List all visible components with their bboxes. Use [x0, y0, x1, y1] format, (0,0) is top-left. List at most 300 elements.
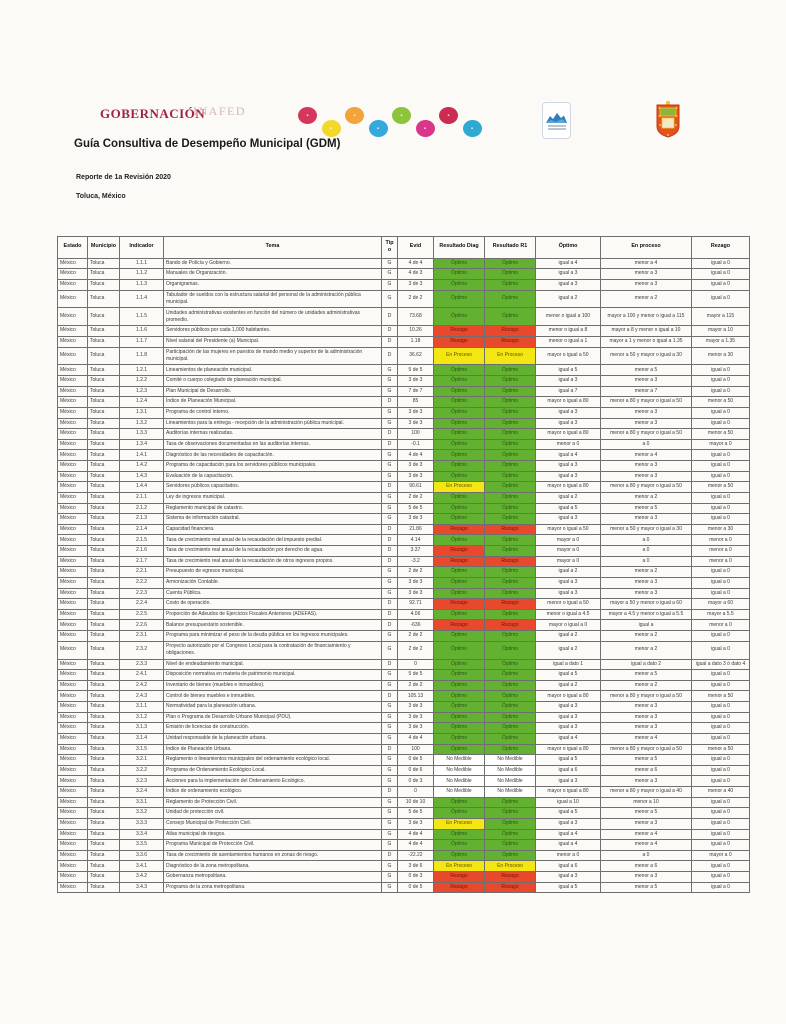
- cell-diag: Óptimo: [434, 269, 485, 280]
- cell-municipio: Toluca: [88, 524, 120, 535]
- cell-evid: 2 de 2: [398, 680, 434, 691]
- cell-tema: Atlas municipal de riesgos.: [164, 829, 382, 840]
- cell-optimo: mayor o igual a 50: [536, 347, 601, 365]
- cell-estado: México: [58, 461, 88, 472]
- cell-r1: Óptimo: [485, 577, 536, 588]
- table-row: [58, 850, 750, 861]
- cell-estado: México: [58, 269, 88, 280]
- table-row: [58, 514, 750, 525]
- cell-municipio: Toluca: [88, 269, 120, 280]
- cell-rezago: igual a 0: [692, 365, 750, 376]
- cell-indicador: 1.2.2: [120, 376, 164, 387]
- cell-tipo: D: [382, 556, 398, 567]
- cell-estado: México: [58, 723, 88, 734]
- cell-indicador: 2.2.6: [120, 620, 164, 631]
- cell-optimo: igual a 3: [536, 723, 601, 734]
- cell-en_proceso: menor a 3: [601, 588, 692, 599]
- cell-evid: 3 de 3: [398, 588, 434, 599]
- cell-municipio: Toluca: [88, 376, 120, 387]
- cell-indicador: 1.4.1: [120, 450, 164, 461]
- cell-municipio: Toluca: [88, 482, 120, 493]
- cell-evid: 3 de 3: [398, 407, 434, 418]
- cell-r1: Óptimo: [485, 492, 536, 503]
- cell-estado: México: [58, 524, 88, 535]
- cell-optimo: igual a 5: [536, 882, 601, 893]
- cell-municipio: Toluca: [88, 279, 120, 290]
- cell-indicador: 2.2.2: [120, 577, 164, 588]
- toluca-crest-logo: [655, 100, 681, 138]
- cell-optimo: igual a 2: [536, 567, 601, 578]
- cell-r1: Óptimo: [485, 659, 536, 670]
- cell-rezago: igual a 0: [692, 818, 750, 829]
- cell-optimo: mayor o igual a 0: [536, 620, 601, 631]
- cell-en_proceso: menor a 2: [601, 641, 692, 659]
- cell-indicador: 2.2.4: [120, 599, 164, 610]
- cell-indicador: 3.2.1: [120, 755, 164, 766]
- cell-estado: México: [58, 514, 88, 525]
- cell-optimo: igual a dato 1: [536, 659, 601, 670]
- cell-r1: Rezago: [485, 336, 536, 347]
- cell-rezago: mayor a 5.5: [692, 609, 750, 620]
- cell-estado: México: [58, 882, 88, 893]
- cell-tipo: G: [382, 577, 398, 588]
- cell-tipo: G: [382, 471, 398, 482]
- cell-rezago: mayor a 115: [692, 308, 750, 326]
- cell-tipo: G: [382, 829, 398, 840]
- agenda-dot-icon: ▪: [439, 107, 458, 124]
- cell-tipo: G: [382, 776, 398, 787]
- cell-en_proceso: menor a 3: [601, 872, 692, 883]
- cell-rezago: igual a 0: [692, 567, 750, 578]
- cell-rezago: igual a 0: [692, 641, 750, 659]
- cell-tema: Tasa de crecimiento real anual de la recaudación de otros ingresos propios.: [164, 556, 382, 567]
- cell-estado: México: [58, 418, 88, 429]
- cell-en_proceso: menor a 2: [601, 680, 692, 691]
- cell-optimo: igual a 3: [536, 577, 601, 588]
- cell-tipo: G: [382, 808, 398, 819]
- cell-tipo: G: [382, 290, 398, 308]
- cell-en_proceso: menor a 3: [601, 471, 692, 482]
- cell-r1: Óptimo: [485, 461, 536, 472]
- cell-tema: Programa Municipal de Protección Civil.: [164, 840, 382, 851]
- cell-municipio: Toluca: [88, 418, 120, 429]
- cell-rezago: menor a 50: [692, 482, 750, 493]
- cell-en_proceso: a 0: [601, 850, 692, 861]
- cell-optimo: igual a 4: [536, 258, 601, 269]
- cell-municipio: Toluca: [88, 641, 120, 659]
- cell-indicador: 3.1.4: [120, 733, 164, 744]
- cell-r1: Óptimo: [485, 269, 536, 280]
- cell-optimo: igual a 3: [536, 376, 601, 387]
- cell-en_proceso: menor a 80 y mayor o igual a 50: [601, 744, 692, 755]
- cell-indicador: 3.1.3: [120, 723, 164, 734]
- cell-estado: México: [58, 482, 88, 493]
- cell-tipo: G: [382, 872, 398, 883]
- cell-tipo: G: [382, 503, 398, 514]
- cell-en_proceso: menor a 80 y mayor o igual a 50: [601, 691, 692, 702]
- cell-indicador: 1.1.1: [120, 258, 164, 269]
- inafed-logo: INAFED: [193, 104, 246, 118]
- cell-diag: Rezago: [434, 599, 485, 610]
- cell-optimo: igual a 5: [536, 365, 601, 376]
- cell-municipio: Toluca: [88, 631, 120, 642]
- table-row: [58, 524, 750, 535]
- cell-tipo: D: [382, 347, 398, 365]
- cell-diag: Óptimo: [434, 641, 485, 659]
- cell-tema: Programa de capacitación para los servidores públicos municipales.: [164, 461, 382, 472]
- edomex-blue-logo: [542, 102, 571, 139]
- cell-r1: Óptimo: [485, 376, 536, 387]
- cell-optimo: menor o igual a 1: [536, 336, 601, 347]
- cell-en_proceso: a 0: [601, 439, 692, 450]
- cell-r1: Óptimo: [485, 546, 536, 557]
- cell-evid: 0 de 5: [398, 755, 434, 766]
- cell-tema: Acciones para la implementación del Ordenamiento Ecológico.: [164, 776, 382, 787]
- cell-estado: México: [58, 429, 88, 440]
- cell-evid: 4 de 4: [398, 733, 434, 744]
- cell-tipo: G: [382, 702, 398, 713]
- cell-estado: México: [58, 641, 88, 659]
- cell-indicador: 3.4.2: [120, 872, 164, 883]
- table-row: [58, 269, 750, 280]
- cell-diag: Óptimo: [434, 567, 485, 578]
- cell-optimo: igual a 3: [536, 818, 601, 829]
- cell-tipo: G: [382, 765, 398, 776]
- cell-tipo: G: [382, 258, 398, 269]
- cell-indicador: 1.3.3: [120, 429, 164, 440]
- cell-en_proceso: menor a 4: [601, 258, 692, 269]
- table-row: [58, 641, 750, 659]
- cell-en_proceso: menor a 80 y mayor o igual a 50: [601, 397, 692, 408]
- table-row: [58, 808, 750, 819]
- cell-rezago: igual a 0: [692, 269, 750, 280]
- table-row: [58, 556, 750, 567]
- column-header-indicador: Indicador: [120, 237, 164, 259]
- cell-rezago: igual a 0: [692, 386, 750, 397]
- table-row: [58, 418, 750, 429]
- cell-tipo: G: [382, 386, 398, 397]
- column-header-rezago: Rezago: [692, 237, 750, 259]
- table-row: [58, 347, 750, 365]
- table-row: [58, 429, 750, 440]
- cell-diag: Óptimo: [434, 397, 485, 408]
- cell-estado: México: [58, 872, 88, 883]
- cell-indicador: 3.1.5: [120, 744, 164, 755]
- cell-rezago: menor a 0: [692, 556, 750, 567]
- cell-indicador: 3.2.2: [120, 765, 164, 776]
- cell-evid: 4 de 3: [398, 269, 434, 280]
- cell-rezago: menor a 30: [692, 524, 750, 535]
- cell-evid: 5 de 5: [398, 503, 434, 514]
- cell-indicador: 2.1.2: [120, 503, 164, 514]
- cell-tipo: D: [382, 535, 398, 546]
- cell-municipio: Toluca: [88, 258, 120, 269]
- cell-r1: Óptimo: [485, 631, 536, 642]
- cell-rezago: igual a 0: [692, 872, 750, 883]
- cell-municipio: Toluca: [88, 882, 120, 893]
- table-row: [58, 386, 750, 397]
- cell-indicador: 2.1.4: [120, 524, 164, 535]
- cell-tema: Ley de ingresos municipal.: [164, 492, 382, 503]
- cell-en_proceso: menor a 4: [601, 840, 692, 851]
- cell-evid: 0 de 6: [398, 765, 434, 776]
- cell-evid: 0: [398, 659, 434, 670]
- table-row: [58, 787, 750, 798]
- cell-tema: Lineamientos para la entrega - recepción de la administración pública municipal.: [164, 418, 382, 429]
- cell-r1: Óptimo: [485, 450, 536, 461]
- cell-r1: Óptimo: [485, 279, 536, 290]
- cell-estado: México: [58, 818, 88, 829]
- cell-indicador: 2.1.7: [120, 556, 164, 567]
- cell-indicador: 1.1.3: [120, 279, 164, 290]
- cell-en_proceso: menor a 80 y mayor o igual a 50: [601, 429, 692, 440]
- cell-rezago: igual a 0: [692, 258, 750, 269]
- agenda-dot-icon: ▪: [345, 107, 364, 124]
- cell-diag: Óptimo: [434, 702, 485, 713]
- table-row: [58, 450, 750, 461]
- cell-tema: Control de bienes muebles e inmuebles.: [164, 691, 382, 702]
- cell-indicador: 2.1.3: [120, 514, 164, 525]
- cell-tema: Índice de Planeación Municipal.: [164, 397, 382, 408]
- cell-r1: Rezago: [485, 882, 536, 893]
- cell-tipo: G: [382, 733, 398, 744]
- cell-en_proceso: menor a 3: [601, 818, 692, 829]
- cell-optimo: mayor o igual a 80: [536, 429, 601, 440]
- cell-evid: 3 de 3: [398, 279, 434, 290]
- cell-optimo: igual a 2: [536, 631, 601, 642]
- table-row: [58, 723, 750, 734]
- cell-en_proceso: menor a 50 y mayor o igual a 30: [601, 524, 692, 535]
- cell-rezago: igual a 0: [692, 450, 750, 461]
- table-row: [58, 829, 750, 840]
- cell-optimo: igual a 3: [536, 461, 601, 472]
- cell-municipio: Toluca: [88, 599, 120, 610]
- cell-indicador: 1.4.3: [120, 471, 164, 482]
- cell-indicador: 1.1.8: [120, 347, 164, 365]
- cell-indicador: 3.3.4: [120, 829, 164, 840]
- cell-tema: Manuales de Organización.: [164, 269, 382, 280]
- cell-tema: Índice de Planeación Urbana.: [164, 744, 382, 755]
- table-row: [58, 670, 750, 681]
- cell-r1: Rezago: [485, 620, 536, 631]
- cell-en_proceso: menor a 5: [601, 755, 692, 766]
- table-row: [58, 376, 750, 387]
- cell-optimo: igual a 4: [536, 450, 601, 461]
- cell-municipio: Toluca: [88, 776, 120, 787]
- cell-r1: Óptimo: [485, 418, 536, 429]
- cell-en_proceso: menor a 3: [601, 514, 692, 525]
- table-row: [58, 680, 750, 691]
- cell-r1: Óptimo: [485, 567, 536, 578]
- cell-en_proceso: menor a 6: [601, 861, 692, 872]
- cell-r1: Óptimo: [485, 641, 536, 659]
- cell-r1: Óptimo: [485, 535, 536, 546]
- cell-evid: 2 de 2: [398, 641, 434, 659]
- cell-diag: Óptimo: [434, 670, 485, 681]
- cell-tipo: D: [382, 691, 398, 702]
- cell-en_proceso: menor a 3: [601, 376, 692, 387]
- column-header-tipo: Tipo: [382, 237, 398, 259]
- cell-optimo: menor a 0: [536, 439, 601, 450]
- cell-r1: Óptimo: [485, 850, 536, 861]
- cell-rezago: mayor a 1.35: [692, 336, 750, 347]
- cell-evid: 5 de 5: [398, 670, 434, 681]
- cell-tema: Proporción de Adeudos de Ejercicios Fiscales Anteriores (ADEFAS).: [164, 609, 382, 620]
- column-header-r1: Resultado R1: [485, 237, 536, 259]
- cell-r1: Óptimo: [485, 514, 536, 525]
- table-row: [58, 308, 750, 326]
- cell-indicador: 3.4.1: [120, 861, 164, 872]
- cell-tipo: D: [382, 336, 398, 347]
- column-header-en_proceso: En proceso: [601, 237, 692, 259]
- cell-municipio: Toluca: [88, 797, 120, 808]
- cell-diag: Óptimo: [434, 535, 485, 546]
- cell-municipio: Toluca: [88, 336, 120, 347]
- cell-diag: Óptimo: [434, 450, 485, 461]
- cell-en_proceso: a 0: [601, 546, 692, 557]
- column-header-evid: Evid: [398, 237, 434, 259]
- cell-optimo: igual a 2: [536, 641, 601, 659]
- cell-en_proceso: menor a 3: [601, 269, 692, 280]
- cell-rezago: mayor a 10: [692, 326, 750, 337]
- cell-indicador: 3.1.2: [120, 712, 164, 723]
- cell-tema: Diagnóstico de las necesidades de capacitación.: [164, 450, 382, 461]
- cell-tipo: G: [382, 588, 398, 599]
- cell-tipo: D: [382, 620, 398, 631]
- cell-optimo: igual a 4: [536, 733, 601, 744]
- cell-evid: 2 de 2: [398, 631, 434, 642]
- cell-optimo: igual a 5: [536, 808, 601, 819]
- table-row: [58, 471, 750, 482]
- cell-municipio: Toluca: [88, 850, 120, 861]
- cell-rezago: igual a 0: [692, 680, 750, 691]
- cell-indicador: 2.2.3: [120, 588, 164, 599]
- cell-indicador: 3.3.1: [120, 797, 164, 808]
- cell-tipo: G: [382, 376, 398, 387]
- cell-optimo: igual a 2: [536, 680, 601, 691]
- cell-tema: Unidad responsable de la planeación urbana.: [164, 733, 382, 744]
- cell-tema: Proyecto autorizado por el Congreso Local para la contratación de financiamiento y obligaciones.: [164, 641, 382, 659]
- cell-r1: No Medible: [485, 787, 536, 798]
- cell-evid: 4 de 4: [398, 829, 434, 840]
- cell-rezago: igual a 0: [692, 808, 750, 819]
- cell-diag: Óptimo: [434, 829, 485, 840]
- cell-evid: 90.61: [398, 482, 434, 493]
- cell-indicador: 1.4.4: [120, 482, 164, 493]
- cell-tipo: D: [382, 429, 398, 440]
- cell-en_proceso: menor a 3: [601, 279, 692, 290]
- cell-indicador: 1.4.2: [120, 461, 164, 472]
- cell-municipio: Toluca: [88, 733, 120, 744]
- cell-tipo: D: [382, 308, 398, 326]
- cell-diag: Óptimo: [434, 365, 485, 376]
- cell-estado: México: [58, 397, 88, 408]
- cell-r1: En Proceso: [485, 347, 536, 365]
- cell-en_proceso: menor a 3: [601, 712, 692, 723]
- cell-municipio: Toluca: [88, 670, 120, 681]
- cell-estado: México: [58, 755, 88, 766]
- cell-r1: Óptimo: [485, 290, 536, 308]
- cell-tipo: G: [382, 461, 398, 472]
- cell-estado: México: [58, 631, 88, 642]
- table-row: [58, 439, 750, 450]
- cell-municipio: Toluca: [88, 567, 120, 578]
- table-row: [58, 397, 750, 408]
- cell-tipo: G: [382, 269, 398, 280]
- cell-en_proceso: menor a 3: [601, 776, 692, 787]
- column-header-municipio: Municipio: [88, 237, 120, 259]
- cell-tema: Participación de las mujeres en puestos de mando medio y superior de la administración municipal.: [164, 347, 382, 365]
- cell-optimo: menor a 0: [536, 850, 601, 861]
- cell-optimo: mayor o igual a 80: [536, 482, 601, 493]
- cell-tema: Normatividad para la planeación urbana.: [164, 702, 382, 713]
- cell-optimo: igual a 3: [536, 279, 601, 290]
- cell-indicador: 2.3.2: [120, 641, 164, 659]
- cell-rezago: menor a 50: [692, 397, 750, 408]
- cell-r1: Óptimo: [485, 407, 536, 418]
- cell-indicador: 1.1.4: [120, 290, 164, 308]
- cell-r1: Óptimo: [485, 723, 536, 734]
- cell-indicador: 2.4.2: [120, 680, 164, 691]
- cell-optimo: igual a 3: [536, 269, 601, 280]
- cell-en_proceso: menor a 3: [601, 407, 692, 418]
- cell-optimo: igual a 5: [536, 503, 601, 514]
- cell-tema: Inventario de bienes (muebles e inmuebles).: [164, 680, 382, 691]
- cell-estado: México: [58, 535, 88, 546]
- cell-estado: México: [58, 439, 88, 450]
- cell-rezago: igual a 0: [692, 702, 750, 713]
- cell-diag: Rezago: [434, 524, 485, 535]
- cell-diag: En Proceso: [434, 861, 485, 872]
- cell-r1: No Medible: [485, 755, 536, 766]
- cell-tipo: G: [382, 365, 398, 376]
- cell-en_proceso: menor a 80 y mayor o igual a 40: [601, 787, 692, 798]
- cell-estado: México: [58, 744, 88, 755]
- cell-diag: Rezago: [434, 882, 485, 893]
- cell-en_proceso: menor a 5: [601, 670, 692, 681]
- cell-evid: 3 de 3: [398, 723, 434, 734]
- cell-tema: Programa de control interno.: [164, 407, 382, 418]
- table-header-row: [58, 237, 750, 259]
- cell-diag: En Proceso: [434, 818, 485, 829]
- cell-optimo: mayor a 0: [536, 535, 601, 546]
- cell-estado: México: [58, 776, 88, 787]
- cell-optimo: igual a 3: [536, 588, 601, 599]
- cell-estado: México: [58, 765, 88, 776]
- agenda-dot-icon: ▪: [463, 120, 482, 137]
- cell-tema: Reglamento municipal de catastro.: [164, 503, 382, 514]
- cell-optimo: menor o igual a 100: [536, 308, 601, 326]
- cell-optimo: igual a 3: [536, 514, 601, 525]
- cell-municipio: Toluca: [88, 556, 120, 567]
- cell-optimo: igual a 3: [536, 418, 601, 429]
- cell-estado: México: [58, 670, 88, 681]
- cell-r1: Óptimo: [485, 482, 536, 493]
- cell-diag: Óptimo: [434, 850, 485, 861]
- cell-evid: 10.26: [398, 326, 434, 337]
- cell-tema: Organigramas.: [164, 279, 382, 290]
- cell-r1: En Proceso: [485, 861, 536, 872]
- cell-indicador: 2.1.5: [120, 535, 164, 546]
- cell-diag: Óptimo: [434, 840, 485, 851]
- cell-r1: Rezago: [485, 872, 536, 883]
- cell-rezago: menor a 0: [692, 535, 750, 546]
- cell-tipo: G: [382, 407, 398, 418]
- table-row: [58, 691, 750, 702]
- cell-tema: Armonización Contable.: [164, 577, 382, 588]
- cell-rezago: igual a 0: [692, 840, 750, 851]
- cell-diag: No Medible: [434, 755, 485, 766]
